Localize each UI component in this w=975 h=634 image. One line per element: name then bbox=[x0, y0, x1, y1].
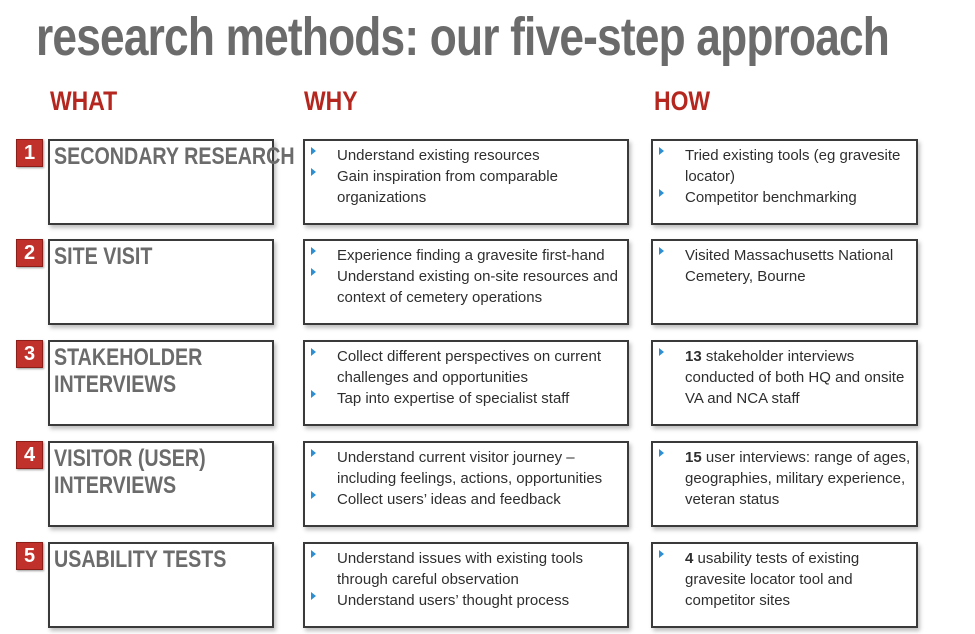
how-cell bbox=[651, 340, 918, 426]
step-row bbox=[0, 139, 975, 231]
header-how: HOW bbox=[654, 86, 711, 116]
why-cell bbox=[303, 340, 629, 426]
bullet-arrow-icon bbox=[311, 491, 316, 499]
what-label bbox=[54, 243, 152, 270]
bullet-arrow-icon bbox=[659, 348, 664, 356]
what-cell bbox=[48, 542, 274, 628]
bullet-arrow-icon bbox=[311, 449, 316, 457]
step-row bbox=[0, 441, 975, 533]
what-cell bbox=[48, 340, 274, 426]
bullet-arrow-icon bbox=[659, 147, 664, 155]
why-bullet: Understand existing on-site resources and context of cemetery operations bbox=[311, 266, 623, 308]
how-bullet: Tried existing tools (eg gravesite locator) bbox=[659, 145, 912, 187]
how-bullet: Visited Massachusetts National Cemetery, Bourne bbox=[659, 245, 912, 287]
what-label-line: SECONDARY RESEARCH bbox=[54, 143, 295, 170]
count-value: 4 bbox=[685, 550, 694, 567]
how-cell bbox=[651, 441, 918, 527]
why-bullet: Understand users’ thought process bbox=[311, 590, 623, 611]
how-bullet: 15 user interviews: range of ages, geographies, military experience, veteran status bbox=[659, 447, 912, 510]
why-bullet: Experience finding a gravesite first-hand bbox=[311, 245, 623, 266]
what-label-line: USABILITY TESTS bbox=[54, 546, 227, 573]
why-bullet: Gain inspiration from comparable organizations bbox=[311, 166, 623, 208]
what-label bbox=[54, 143, 295, 170]
step-number-badge: 3 bbox=[16, 340, 43, 368]
how-bullet: 4 usability tests of existing gravesite locator tool and competitor sites bbox=[659, 548, 912, 611]
bullet-arrow-icon bbox=[311, 268, 316, 276]
bullet-arrow-icon bbox=[311, 168, 316, 176]
bullet-arrow-icon bbox=[311, 550, 316, 558]
step-number-badge: 1 bbox=[16, 139, 43, 167]
step-number-badge: 5 bbox=[16, 542, 43, 570]
bullet-arrow-icon bbox=[311, 348, 316, 356]
why-cell bbox=[303, 542, 629, 628]
step-number-badge: 2 bbox=[16, 239, 43, 267]
how-cell bbox=[651, 239, 918, 325]
step-row bbox=[0, 239, 975, 331]
what-label-line: VISITOR (USER) bbox=[54, 445, 206, 472]
what-cell bbox=[48, 139, 295, 225]
bullet-arrow-icon bbox=[659, 550, 664, 558]
bullet-arrow-icon bbox=[311, 147, 316, 155]
step-number-badge: 4 bbox=[16, 441, 43, 469]
why-cell bbox=[303, 239, 629, 325]
what-cell bbox=[48, 239, 274, 325]
why-cell bbox=[303, 139, 629, 225]
step-row bbox=[0, 542, 975, 634]
what-label-line: INTERVIEWS bbox=[54, 472, 177, 499]
bullet-arrow-icon bbox=[659, 247, 664, 255]
what-label-line: INTERVIEWS bbox=[54, 371, 177, 398]
bullet-arrow-icon bbox=[311, 390, 316, 398]
why-bullet: Tap into expertise of specialist staff bbox=[311, 388, 623, 409]
what-label bbox=[54, 445, 206, 499]
bullet-arrow-icon bbox=[659, 189, 664, 197]
count-value: 13 bbox=[685, 348, 702, 365]
why-bullet: Understand existing resources bbox=[311, 145, 623, 166]
how-cell bbox=[651, 542, 918, 628]
count-value: 15 bbox=[685, 449, 702, 466]
what-label bbox=[54, 344, 202, 398]
page-title: research methods: our five-step approach bbox=[36, 7, 890, 67]
bullet-arrow-icon bbox=[311, 592, 316, 600]
bullet-arrow-icon bbox=[311, 247, 316, 255]
why-bullet: Collect users’ ideas and feedback bbox=[311, 489, 623, 510]
how-bullet: 13 stakeholder interviews conducted of both HQ and onsite VA and NCA staff bbox=[659, 346, 912, 409]
why-bullet: Understand current visitor journey – including feelings, actions, opportunities bbox=[311, 447, 623, 489]
what-cell bbox=[48, 441, 274, 527]
header-what: WHAT bbox=[50, 86, 118, 116]
why-bullet: Understand issues with existing tools through careful observation bbox=[311, 548, 623, 590]
why-bullet: Collect different perspectives on current challenges and opportunities bbox=[311, 346, 623, 388]
what-label bbox=[54, 546, 226, 573]
how-cell bbox=[651, 139, 918, 225]
why-cell bbox=[303, 441, 629, 527]
bullet-arrow-icon bbox=[659, 449, 664, 457]
step-row bbox=[0, 340, 975, 432]
how-bullet: Competitor benchmarking bbox=[659, 187, 912, 208]
what-label-line: SITE VISIT bbox=[54, 243, 153, 270]
what-label-line: STAKEHOLDER bbox=[54, 344, 203, 371]
header-why: WHY bbox=[304, 86, 358, 116]
